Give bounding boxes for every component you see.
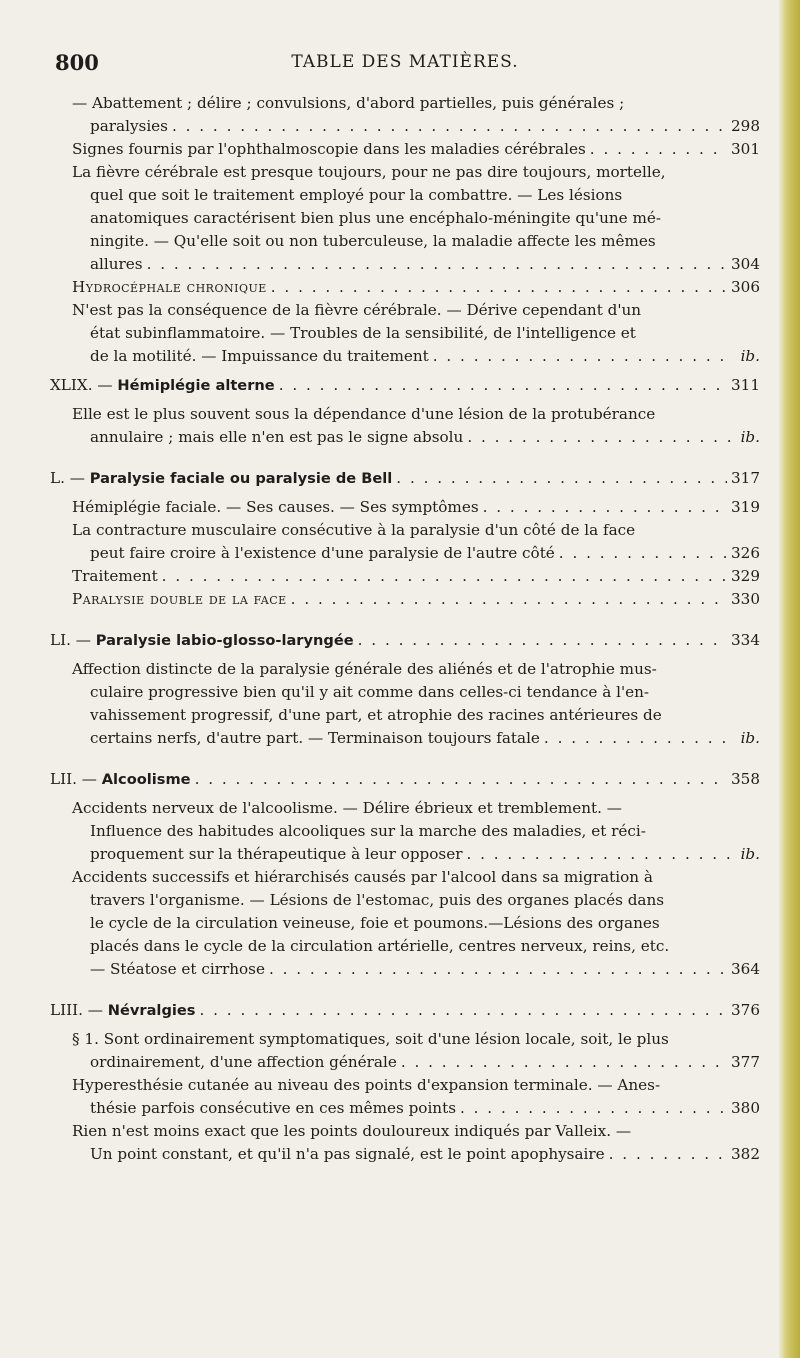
chapter-heading (50, 374, 760, 397)
toc-entry-line (72, 253, 760, 276)
dot-leader (460, 1097, 727, 1120)
dot-leader (358, 629, 727, 652)
toc-entry-text: Hyperesthésie cutanée au niveau des points d'expansion terminale. — Anes- (72, 1076, 661, 1094)
toc-entry-text: La contracture musculaire consécutive à la paralysie d'un côté de la face (72, 521, 636, 539)
toc-entry-text: le cycle de la circulation veineuse, foie et poumons.—Lésions des organes (90, 914, 660, 932)
chapter-page-number: 376 (731, 1001, 760, 1019)
toc-entry-text: paralysies (90, 117, 168, 135)
toc-entry-text: culaire progressive bien qu'il y ait comme dans celles-ci tendance à l'en- (90, 683, 650, 701)
toc-page-number: 380 (731, 1099, 760, 1117)
toc-entry-text: Rien n'est moins exact que les points douloureux indiqués par Valleix. — (72, 1122, 632, 1140)
toc-page-number: 304 (731, 255, 760, 273)
chapter-page-number: 311 (731, 376, 760, 394)
dot-leader (195, 768, 727, 791)
toc-entry-text: peut faire croire à l'existence d'une paralysie de l'autre côté (90, 544, 555, 562)
toc-entry-text: Elle est le plus souvent sous la dépendance d'une lésion de la protubérance (72, 405, 656, 423)
toc-entry (50, 138, 760, 161)
dot-leader (559, 542, 727, 565)
dot-leader (269, 958, 727, 981)
toc-entry (50, 797, 760, 866)
chapter-number: XLIX. — (50, 376, 113, 394)
dot-leader (172, 115, 727, 138)
toc-entry-text: Traitement (72, 567, 158, 585)
toc-entry-text: — Abattement ; délire ; convulsions, d'abord partielles, puis générales ; (72, 94, 625, 112)
toc-page-number: 382 (731, 1145, 760, 1163)
chapter-title: Alcoolisme (101, 771, 191, 788)
toc-page-number: 329 (731, 567, 760, 585)
toc-entry (50, 403, 760, 449)
toc-entry-text: allures (90, 255, 143, 273)
toc-entry-line (72, 519, 760, 542)
toc-entry-text: thésie parfois consécutive en ces mêmes points (90, 1099, 456, 1117)
toc-entry-text: Signes fournis par l'ophthalmoscopie dans les maladies cérébrales (72, 140, 586, 158)
toc-entry-line (72, 866, 760, 889)
dot-leader (147, 253, 727, 276)
toc-entry-line (72, 704, 760, 727)
toc-page-number: 306 (731, 278, 760, 296)
chapter-section (50, 999, 760, 1166)
chapter-section (50, 768, 760, 981)
toc-entry-text: La fièvre cérébrale est presque toujours, pour ne pas dire toujours, mortelle, (72, 163, 666, 181)
toc-entry-line (72, 1120, 760, 1143)
toc-page-number: 298 (731, 117, 760, 135)
dot-leader (162, 565, 727, 588)
toc-entry-line (72, 1097, 760, 1120)
toc-page-number: ib. (740, 845, 760, 863)
toc-entry-text: § 1. Sont ordinairement symptomatiques, soit d'une lésion locale, soit, le plus (72, 1030, 669, 1048)
toc-entry-line (72, 958, 760, 981)
toc-entry-line (72, 1143, 760, 1166)
toc-entry (50, 1120, 760, 1166)
chapter-number: LII. — (50, 770, 97, 788)
toc-page-number: 326 (731, 544, 760, 562)
toc-entry-line (72, 797, 760, 820)
dot-leader (544, 727, 732, 750)
dot-leader (199, 999, 727, 1022)
dot-leader (466, 843, 732, 866)
toc-entry-line (72, 345, 760, 368)
toc-entry-line (72, 426, 760, 449)
chapter-section (50, 629, 760, 750)
toc-entry-line (72, 92, 760, 115)
toc-entry-text: Affection distincte de la paralysie générale des aliénés et de l'atrophie mus- (72, 660, 657, 678)
dot-leader (279, 374, 727, 397)
dot-leader (401, 1051, 727, 1074)
toc-entry-text: de la motilité. — Impuissance du traitement (90, 347, 429, 365)
toc-entry-text: certains nerfs, d'autre part. — Terminaison toujours fatale (90, 729, 540, 747)
toc-entry-line (72, 912, 760, 935)
toc-entry-text: vahissement progressif, d'une part, et atrophie des racines antérieures de (90, 706, 662, 724)
toc-entry-line (72, 299, 760, 322)
toc-entry-line (72, 727, 760, 750)
toc-page-number: 364 (731, 960, 760, 978)
chapter-title: Paralysie faciale ou paralysie de Bell (89, 470, 393, 487)
dot-leader (467, 426, 732, 449)
toc-entry (50, 161, 760, 276)
toc-page-number: ib. (740, 729, 760, 747)
toc-entry (50, 1074, 760, 1120)
toc-entry (50, 92, 760, 138)
toc-entry-line (72, 681, 760, 704)
toc-page-number: 301 (731, 140, 760, 158)
toc-entry (50, 658, 760, 750)
chapter-heading (50, 629, 760, 652)
toc-entry-text: annulaire ; mais elle n'en est pas le signe absolu (90, 428, 464, 446)
toc-entry-text: Accidents successifs et hiérarchisés causés par l'alcool dans sa migration à (72, 868, 653, 886)
toc-page-number: 319 (731, 498, 760, 516)
chapter-number: LI. — (50, 631, 91, 649)
toc-entry-line (72, 403, 760, 426)
toc-entry-text: Accidents nerveux de l'alcoolisme. — Délire ébrieux et tremblement. — (72, 799, 622, 817)
toc-entry-line (72, 184, 760, 207)
toc-entry-line (72, 889, 760, 912)
toc-entry-line (72, 658, 760, 681)
dot-leader (396, 467, 727, 490)
chapter-number: L. — (50, 469, 85, 487)
toc-entry-text: anatomiques caractérisent bien plus une encéphalo-méningite qu'une mé- (90, 209, 661, 227)
toc-entry-text: quel que soit le traitement employé pour la combattre. — Les lésions (90, 186, 623, 204)
toc-entry-line (72, 565, 760, 588)
chapter-number: LIII. — (50, 1001, 103, 1019)
toc-entry-text: ningite. — Qu'elle soit ou non tuberculeuse, la maladie affecte les mêmes (90, 232, 656, 250)
toc-entry (50, 1028, 760, 1074)
toc-entry-line (72, 115, 760, 138)
chapter-heading (50, 999, 760, 1022)
toc-entry-text: — Stéatose et cirrhose (90, 960, 265, 978)
toc-entry-text: travers l'organisme. — Lésions de l'estomac, puis des organes placés dans (90, 891, 665, 909)
toc-entry (50, 866, 760, 981)
running-title: TABLE DES MATIÈRES. (291, 52, 519, 72)
toc-entry-text: proquement sur la thérapeutique à leur opposer (90, 845, 463, 863)
toc-entry-line (72, 138, 760, 161)
toc-entry-text: N'est pas la conséquence de la fièvre cérébrale. — Dérive cependant d'un (72, 301, 642, 319)
toc-entry-text: ordinairement, d'une affection générale (90, 1053, 397, 1071)
chapter-title: Névralgies (107, 1002, 196, 1019)
toc-entry-text: Un point constant, et qu'il n'a pas signalé, est le point apophysaire (90, 1145, 605, 1163)
toc-entry-line (72, 843, 760, 866)
page-number: 800 (55, 50, 99, 75)
toc-entry-line (72, 276, 760, 299)
chapter-page-number: 358 (731, 770, 760, 788)
chapter-section (50, 467, 760, 611)
toc-entry-text: Paralysie double de la face (72, 590, 287, 608)
chapter-page-number: 317 (731, 469, 760, 487)
dot-leader (291, 588, 727, 611)
toc-entry (50, 588, 760, 611)
toc-entry (50, 496, 760, 519)
toc-entry-line (72, 542, 760, 565)
toc-entry-line (72, 496, 760, 519)
toc-entry (50, 276, 760, 299)
toc-entry (50, 519, 760, 565)
dot-leader (433, 345, 732, 368)
dot-leader (483, 496, 727, 519)
chapter-section (50, 374, 760, 449)
toc-entry-line (72, 1028, 760, 1051)
toc-entry-line (72, 161, 760, 184)
toc-page-number: ib. (740, 428, 760, 446)
toc-entry-line (72, 820, 760, 843)
toc-entry-text: Influence des habitudes alcooliques sur la marche des maladies, et réci- (90, 822, 646, 840)
toc-entry-line (72, 1051, 760, 1074)
toc-entry-line (72, 935, 760, 958)
toc-entry (50, 565, 760, 588)
dot-leader (271, 276, 727, 299)
table-of-contents (50, 92, 760, 1166)
dot-leader (590, 138, 727, 161)
chapter-heading (50, 768, 760, 791)
page-header (55, 50, 755, 82)
chapter-title: Paralysie labio-glosso-laryngée (95, 632, 354, 649)
toc-entry-text: état subinflammatoire. — Troubles de la sensibilité, de l'intelligence et (90, 324, 636, 342)
toc-entry (50, 299, 760, 368)
toc-entry-text: Hydrocéphale chronique (72, 278, 267, 296)
toc-entry-line (72, 322, 760, 345)
toc-page-number: ib. (740, 347, 760, 365)
toc-entry-line (72, 207, 760, 230)
toc-entry-line (72, 230, 760, 253)
chapter-heading (50, 467, 760, 490)
page-edge (778, 0, 800, 1358)
chapter-title: Hémiplégie alterne (117, 377, 275, 394)
toc-page-number: 330 (731, 590, 760, 608)
toc-entry-text: placés dans le cycle de la circulation artérielle, centres nerveux, reins, etc. (90, 937, 670, 955)
toc-page-number: 377 (731, 1053, 760, 1071)
toc-entry-line (72, 588, 760, 611)
chapter-page-number: 334 (731, 631, 760, 649)
toc-entry-line (72, 1074, 760, 1097)
toc-entry-text: Hémiplégie faciale. — Ses causes. — Ses symptômes (72, 498, 479, 516)
dot-leader (609, 1143, 727, 1166)
